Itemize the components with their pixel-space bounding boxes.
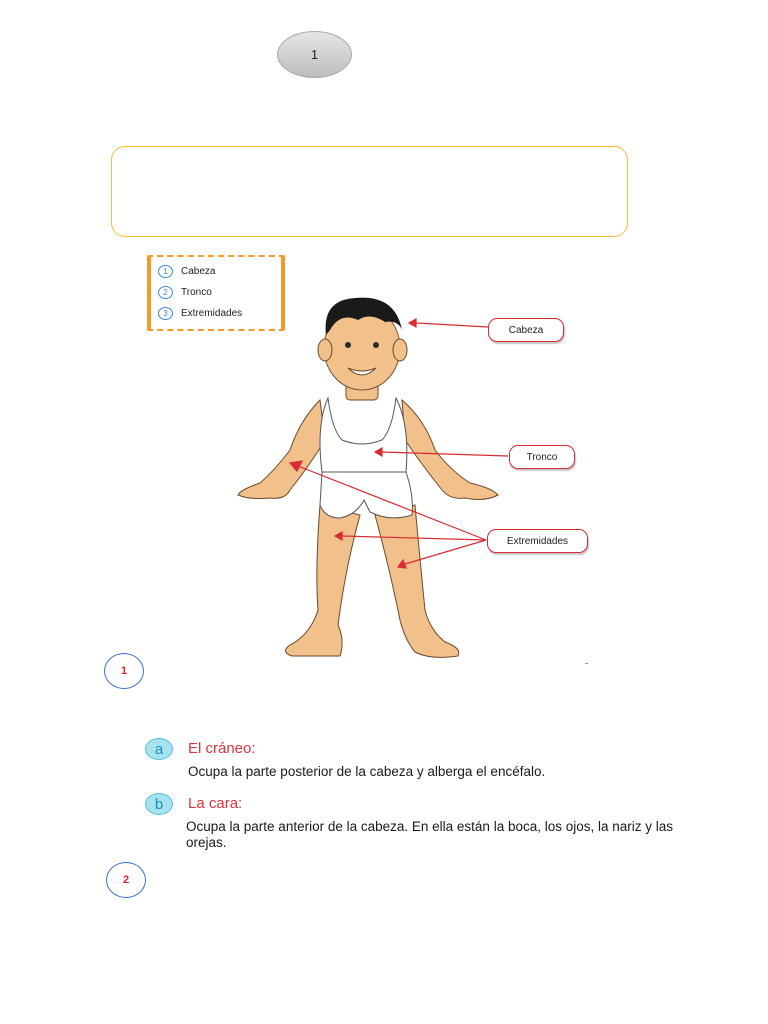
left-arm bbox=[238, 400, 325, 499]
cranium-text: Ocupa la parte posterior de la cabeza y alberga el encéfalo. bbox=[188, 764, 546, 779]
page-number: 1 bbox=[310, 47, 319, 62]
section-number: 1 bbox=[120, 665, 128, 677]
face-title: La cara: bbox=[188, 795, 243, 812]
legend-label: Cabeza bbox=[181, 266, 216, 277]
badge-letter: b bbox=[154, 795, 164, 813]
section-marker-2 bbox=[106, 862, 146, 898]
speck bbox=[585, 663, 588, 664]
label-cabeza bbox=[488, 318, 564, 342]
left-ear bbox=[318, 339, 332, 361]
label-extremidades bbox=[487, 529, 588, 553]
badge-letter: a bbox=[154, 740, 164, 758]
undershirt bbox=[320, 398, 407, 472]
legend-number: 1 bbox=[158, 265, 173, 278]
right-leg bbox=[375, 505, 459, 657]
right-eye bbox=[373, 342, 379, 348]
child-body-illustration bbox=[230, 290, 520, 665]
shorts bbox=[320, 472, 412, 518]
section-number: 2 bbox=[122, 874, 130, 886]
page-number-badge bbox=[277, 31, 352, 78]
callout-text: Extremidades bbox=[506, 535, 569, 547]
face-text-line2: orejas. bbox=[186, 835, 227, 850]
right-ear bbox=[393, 339, 407, 361]
arrowhead bbox=[409, 319, 416, 327]
cranium-title: El cráneo: bbox=[188, 740, 256, 757]
callout-text: Tronco bbox=[526, 451, 558, 463]
left-leg bbox=[285, 505, 360, 656]
callout-text: Cabeza bbox=[508, 324, 544, 336]
legend-number: 3 bbox=[158, 307, 173, 320]
left-eye bbox=[345, 342, 351, 348]
legend-label: Extremidades bbox=[181, 308, 243, 319]
badge-b bbox=[145, 793, 173, 815]
section-marker-1 bbox=[104, 653, 144, 689]
legend-item bbox=[158, 286, 212, 299]
arrow-head bbox=[416, 323, 488, 327]
label-tronco bbox=[509, 445, 575, 469]
legend-number: 2 bbox=[158, 286, 173, 299]
right-arm bbox=[402, 400, 498, 499]
badge-a bbox=[145, 738, 173, 760]
face-text-line1: Ocupa la parte anterior de la cabeza. En ella están la boca, los ojos, la nariz y las bbox=[186, 819, 674, 834]
title-box bbox=[111, 146, 628, 237]
legend-item bbox=[158, 265, 215, 278]
legend-label: Tronco bbox=[181, 287, 212, 298]
